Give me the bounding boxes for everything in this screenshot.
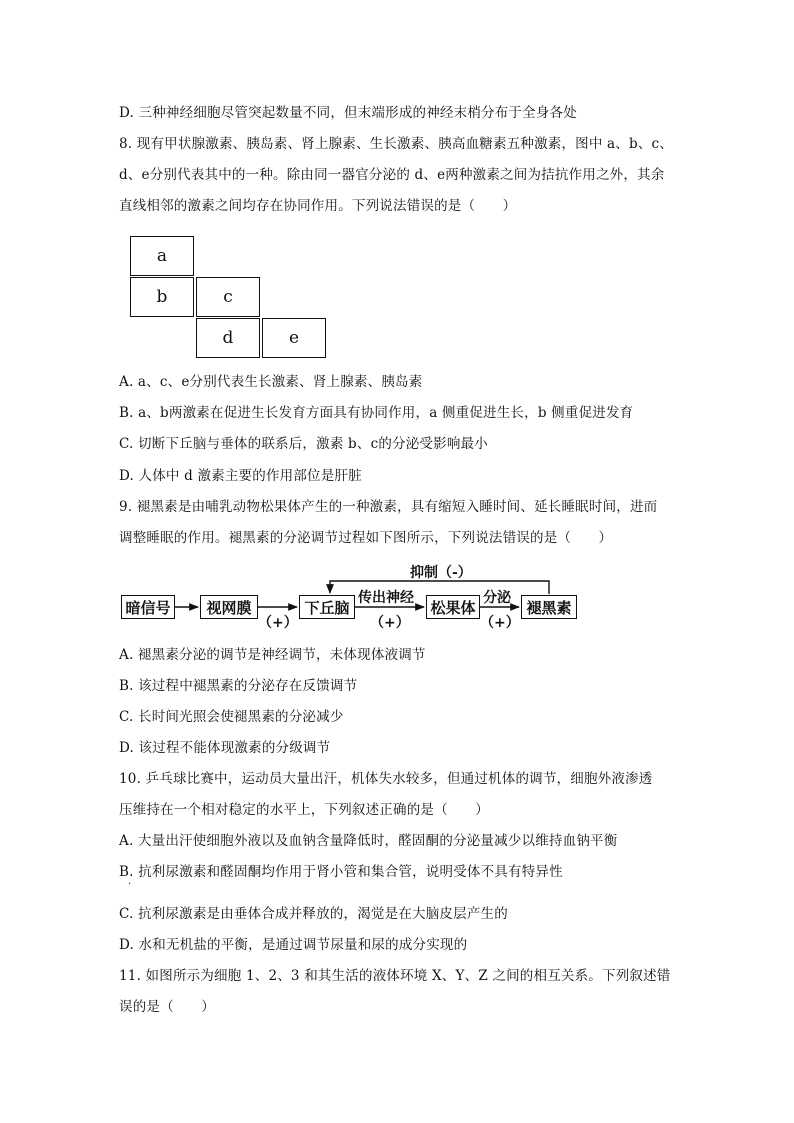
q8-option-a: A. a、c、e分别代表生长激素、肾上腺素、胰岛素 [119, 374, 423, 390]
grid-cell-e: e [262, 318, 326, 358]
label-plus-3: （+） [480, 615, 520, 631]
grid-cell-a: a [130, 236, 194, 276]
flow-box-dark-signal: 暗信号 [121, 595, 175, 619]
label-inhibit: 抑制（-） [410, 565, 472, 581]
q8-stem-line1: 8. 现有甲状腺激素、胰岛素、肾上腺素、生长激素、胰高血糖素五种激素，图中 a、b、c、 [119, 136, 674, 152]
label-secrete: 分泌 [483, 590, 511, 606]
q10-option-c: C. 抗利尿激素是由垂体合成并释放的，渴觉是在大脑皮层产生的 [119, 906, 508, 922]
q9-option-a: A. 褪黑素分泌的调节是神经调节，未体现体液调节 [119, 647, 426, 663]
grid-cell-d: d [196, 318, 260, 358]
flow-box-hypothalamus: 下丘脑 [299, 595, 355, 619]
grid-cell-b: b [130, 277, 194, 317]
label-plus-1: （+） [258, 615, 298, 631]
q9-option-c: C. 长时间光照会使褪黑素的分泌减少 [119, 709, 344, 725]
grid-cell-c: c [196, 277, 260, 317]
q9-stem-line1: 9. 褪黑素是由哺乳动物松果体产生的一种激素，具有缩短入睡时间、延长睡眠时间，进而 [119, 499, 658, 515]
label-plus-2: （+） [370, 615, 410, 631]
q8-option-b: B. a、b两激素在促进生长发育方面具有协同作用，a 侧重促进生长，b 侧重促进发育 [119, 405, 634, 421]
q9-option-b: B. 该过程中褪黑素的分泌存在反馈调节 [119, 678, 358, 694]
q10-option-d: D. 水和无机盐的平衡，是通过调节尿量和尿的成分实现的 [119, 937, 468, 953]
stray-dot: · [128, 879, 132, 890]
q10-stem-line2: 压维持在一个相对稳定的水平上，下列叙述正确的是（ ） [119, 802, 489, 818]
label-efferent-nerve: 传出神经 [358, 590, 414, 606]
q8-option-c: C. 切断下丘脑与垂体的联系后，激素 b、c的分泌受影响最小 [119, 436, 488, 452]
q9-option-d: D. 该过程不能体现激素的分级调节 [119, 740, 331, 756]
q10-stem-line1: 10. 乒乓球比赛中，运动员大量出汗，机体失水较多，但通过机体的调节，细胞外液渗透 [119, 771, 653, 787]
q8-option-d: D. 人体中 d 激素主要的作用部位是肝脏 [119, 468, 362, 484]
q7-option-d: D. 三种神经细胞尽管突起数量不同，但末端形成的神经末梢分布于全身各处 [119, 105, 577, 121]
q11-stem-line2: 误的是（ ） [119, 999, 215, 1015]
q8-stem-line2: d、e分别代表其中的一种。除由同一器官分泌的 d、e两种激素之间为拮抗作用之外，其余 [119, 167, 665, 183]
q9-stem-line2: 调整睡眠的作用。褪黑素的分泌调节过程如下图所示，下列说法错误的是（ ） [119, 530, 613, 546]
q10-option-a: A. 大量出汗使细胞外液以及血钠含量降低时，醛固酮的分泌量减少以维持血钠平衡 [119, 833, 618, 849]
flow-box-pineal: 松果体 [426, 595, 480, 619]
q11-stem-line1: 11. 如图所示为细胞 1、2、3 和其生活的液体环境 X、Y、Z 之间的相互关系。下列叙述错 [119, 968, 671, 984]
q8-stem-line3: 直线相邻的激素之间均存在协同作用。下列说法错误的是（ ） [119, 198, 517, 214]
flow-box-melatonin: 褪黑素 [521, 595, 577, 619]
q10-option-b: B. 抗利尿激素和醛固酮均作用于肾小管和集合管，说明受体不具有特异性 [119, 864, 563, 880]
flow-box-retina: 视网膜 [200, 595, 258, 619]
